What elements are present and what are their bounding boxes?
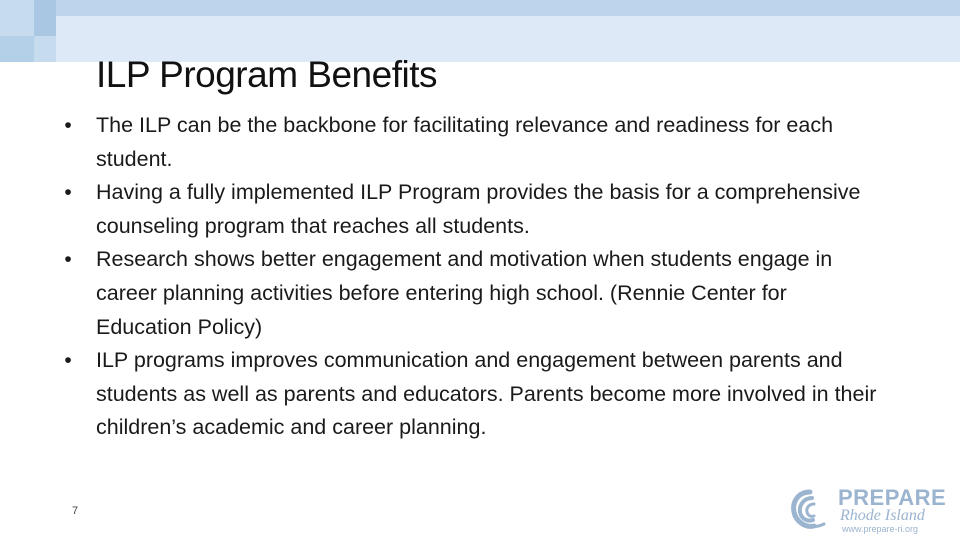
bullet-icon: • [64, 114, 72, 137]
bullet-list [48, 109, 878, 445]
prepare-ri-logo [786, 486, 946, 534]
bullet-item [48, 109, 878, 176]
bullet-text: Research shows better engagement and motivation when students engage in career planning activities before entering high school. (Rennie Center for Education Policy) [96, 247, 833, 339]
top-band-accent [56, 0, 960, 16]
logo-name: PREPARE [838, 485, 947, 510]
swirl-logo-icon [786, 486, 834, 534]
bullet-item [48, 344, 878, 445]
bullet-item [48, 243, 878, 344]
bullet-icon: • [64, 248, 72, 272]
corner-decorative-strip [0, 36, 34, 62]
bullet-icon: • [64, 349, 72, 373]
bullet-text: ILP programs improves communication and engagement between parents and students as well as parents and educators. Parents become more involved in their children’s academic and career planning. [96, 348, 877, 440]
top-decorative-band [0, 0, 960, 62]
bullet-text: The ILP can be the backbone for facilitating relevance and readiness for each student. [96, 113, 834, 171]
logo-url: www.prepare-ri.org [842, 524, 919, 534]
bullet-item [48, 176, 878, 243]
page-number: 7 [72, 505, 79, 517]
bullet-icon: • [64, 181, 72, 205]
slide-title: ILP Program Benefits [96, 54, 437, 95]
logo-subtitle: Rhode Island [840, 507, 925, 524]
corner-block-accent [34, 0, 56, 36]
bullet-text: Having a fully implemented ILP Program provides the basis for a comprehensive counseling program that reaches all students. [96, 180, 861, 238]
